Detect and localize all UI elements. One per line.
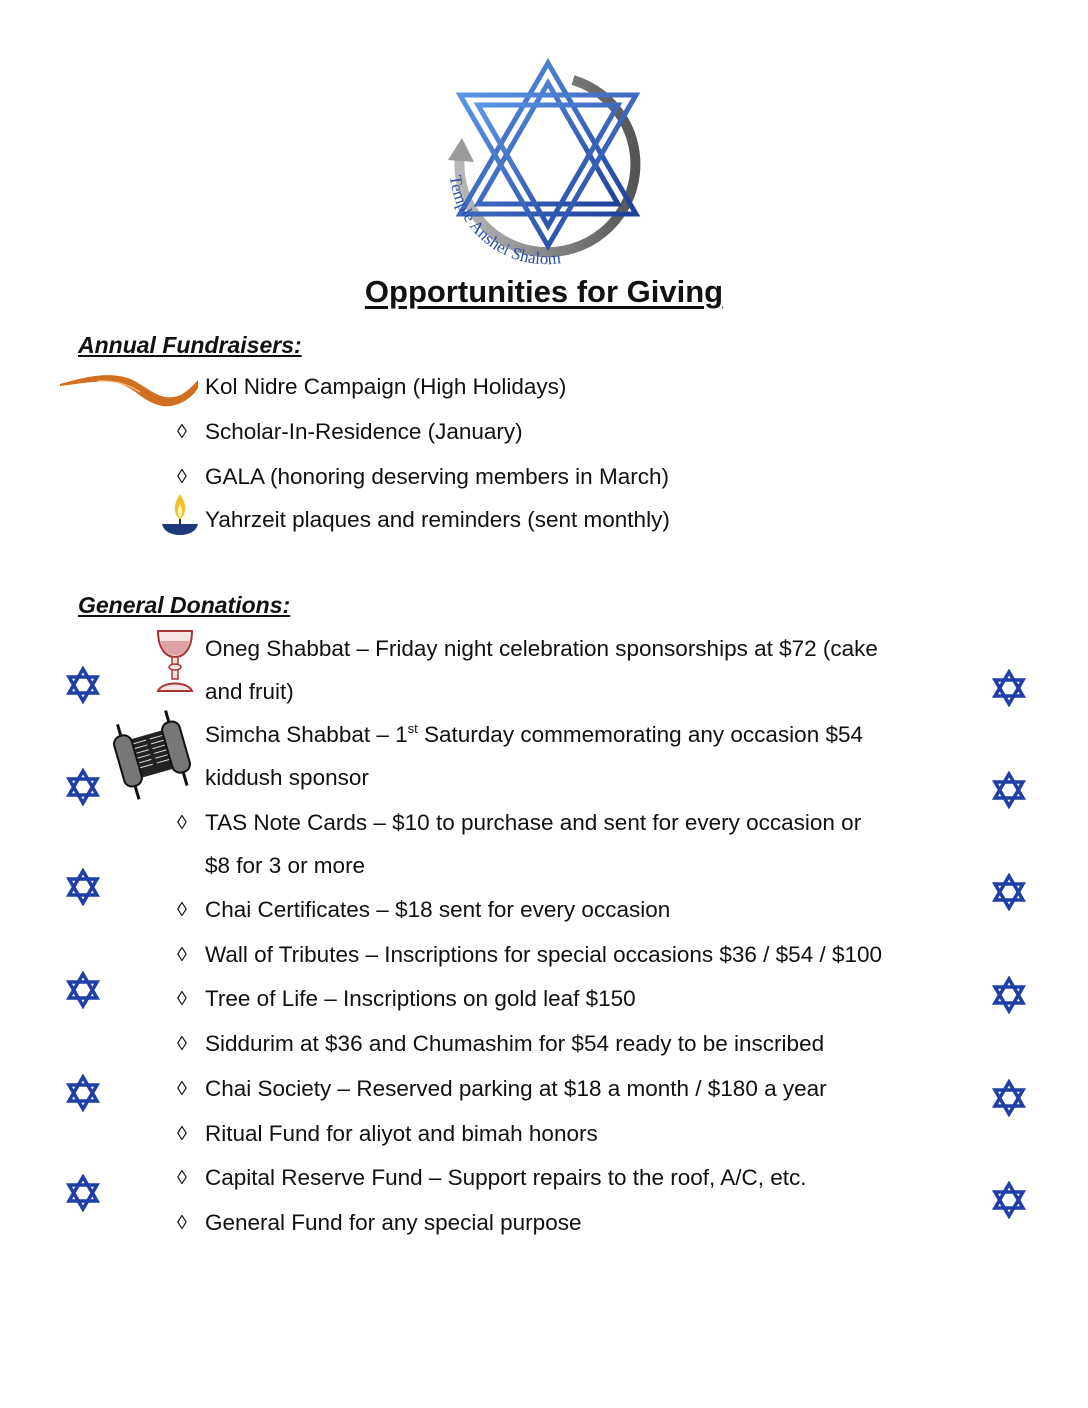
torah-scroll-icon xyxy=(104,708,200,800)
kiddush-cup-icon xyxy=(152,627,198,695)
list-item: Wall of Tributes – Inscriptions for special occasions $36 / $54 / $100 xyxy=(205,942,883,967)
list-item-continuation: and fruit) xyxy=(205,679,294,704)
list-item: TAS Note Cards – $10 to purchase and sent for every occasion or xyxy=(205,810,862,835)
shofar-icon xyxy=(58,368,200,410)
star-of-david-icon xyxy=(64,1174,102,1212)
diamond-bullet-icon: ◊ xyxy=(177,812,187,834)
list-item xyxy=(205,713,863,756)
svg-text:Temple Anshei Shalom: Temple Anshei Shalom xyxy=(445,174,562,269)
diamond-bullet-icon: ◊ xyxy=(177,1212,187,1234)
list-item: Siddurim at $36 and Chumashim for $54 ready to be inscribed xyxy=(205,1031,825,1056)
star-of-david-icon xyxy=(64,1074,102,1112)
star-of-david-icon xyxy=(990,873,1028,911)
star-of-david-icon xyxy=(64,768,102,806)
star-of-david-icon xyxy=(990,669,1028,707)
page-title: Opportunities for Giving xyxy=(364,274,724,309)
list-item: Capital Reserve Fund – Support repairs to the roof, A/C, etc. xyxy=(205,1165,807,1190)
diamond-bullet-icon: ◊ xyxy=(177,1078,187,1100)
star-of-david-icon xyxy=(990,1181,1028,1219)
diamond-bullet-icon: ◊ xyxy=(177,1123,187,1145)
item-text: Simcha Shabbat – 1 xyxy=(205,722,408,747)
diamond-bullet-icon: ◊ xyxy=(177,466,187,488)
list-item-continuation: $8 for 3 or more xyxy=(205,853,366,878)
star-of-david-icon xyxy=(64,666,102,704)
candle-icon xyxy=(160,492,200,536)
annual-fundraisers-heading: Annual Fundraisers: xyxy=(78,332,302,358)
list-item: Tree of Life – Inscriptions on gold leaf $150 xyxy=(205,986,636,1011)
diamond-bullet-icon: ◊ xyxy=(177,944,187,966)
list-item: Ritual Fund for aliyot and bimah honors xyxy=(205,1121,598,1146)
item-text: Saturday commemorating any occasion $54 xyxy=(417,722,863,747)
diamond-bullet-icon: ◊ xyxy=(177,988,187,1010)
diamond-bullet-icon: ◊ xyxy=(177,1033,187,1055)
star-of-david-icon xyxy=(64,971,102,1009)
list-item: Scholar-In-Residence (January) xyxy=(205,419,523,444)
ordinal-suffix: st xyxy=(407,721,418,736)
list-item: GALA (honoring deserving members in March) xyxy=(205,464,669,489)
list-item: Yahrzeit plaques and reminders (sent monthly) xyxy=(205,507,670,532)
temple-logo xyxy=(438,58,648,273)
star-of-david-icon xyxy=(990,771,1028,809)
list-item-continuation: kiddush sponsor xyxy=(205,765,369,790)
star-of-david-icon xyxy=(64,868,102,906)
general-donations-heading: General Donations: xyxy=(78,592,291,618)
diamond-bullet-icon: ◊ xyxy=(177,421,187,443)
list-item: Chai Society – Reserved parking at $18 a month / $180 a year xyxy=(205,1076,827,1101)
list-item: Oneg Shabbat – Friday night celebration sponsorships at $72 (cake xyxy=(205,636,878,661)
diamond-bullet-icon: ◊ xyxy=(177,899,187,921)
star-of-david-icon xyxy=(990,976,1028,1014)
star-of-david-logo-icon xyxy=(438,58,648,273)
list-item: Chai Certificates – $18 sent for every occasion xyxy=(205,897,671,922)
diamond-bullet-icon: ◊ xyxy=(177,1167,187,1189)
star-of-david-icon xyxy=(990,1079,1028,1117)
list-item: Kol Nidre Campaign (High Holidays) xyxy=(205,374,567,399)
list-item: General Fund for any special purpose xyxy=(205,1210,582,1235)
